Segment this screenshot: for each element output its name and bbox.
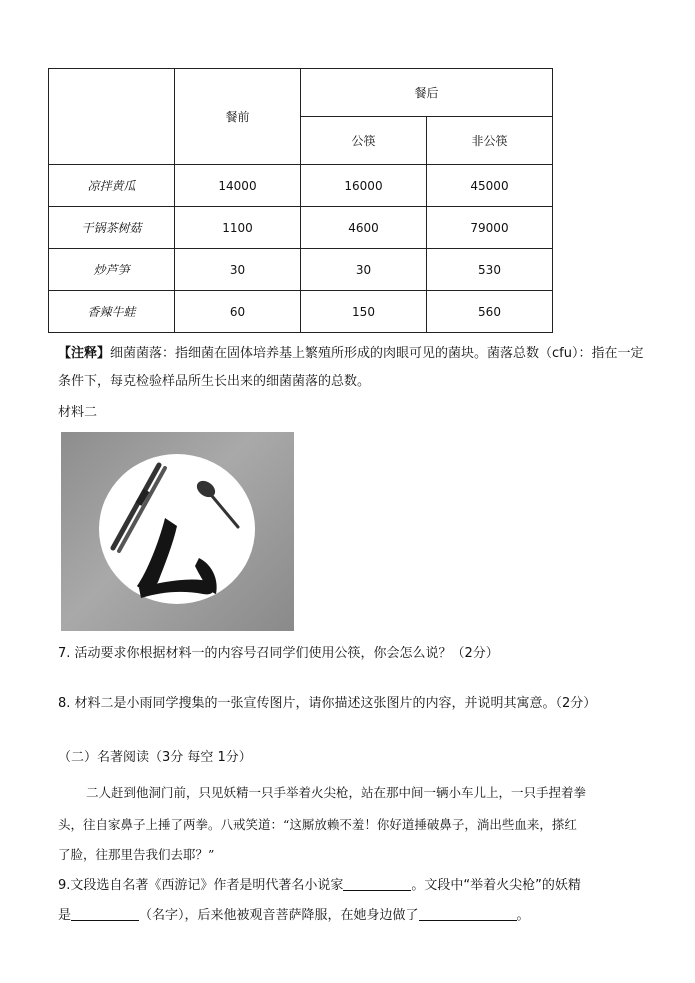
value-non-gongkuai: 530 — [427, 249, 553, 291]
section-title: （二）名著阅读（3分 每空 1分） — [58, 750, 252, 765]
poster-image — [61, 432, 294, 631]
note-text: 细菌菌落：指细菌在固体培养基上繁殖所形成的肉眼可见的菌块。菌落总数（cfu）：指在一定条件下，每克检验样品所生长出来的细菌菌落的总数。 — [58, 346, 644, 389]
value-before: 30 — [175, 249, 301, 291]
q9-text: （名字），后来他被观音菩萨降服，在她身边做了 — [139, 908, 419, 923]
passage-line: 了脸，往那里告我们去耶？” — [58, 847, 215, 862]
q9-text: 。 — [516, 908, 530, 923]
header-gongkuai: 公筷 — [301, 117, 427, 165]
header-before: 餐前 — [175, 69, 301, 165]
value-before: 1100 — [175, 207, 301, 249]
q9-text: 。文段中“举着火尖枪”的妖精 — [411, 878, 581, 893]
passage-line: 头，往自家鼻子上捶了两拳。八戒笑道：“这厮放赖不羞！你好道捶破鼻子，淌出些血来，搽红 — [58, 817, 577, 832]
value-before: 60 — [175, 291, 301, 333]
note-tag: 【注释】 — [58, 346, 111, 361]
table-row — [49, 165, 553, 207]
food-name: 炒芦笋 — [49, 249, 175, 291]
header-non-gongkuai: 非公筷 — [427, 117, 553, 165]
value-gongkuai: 30 — [301, 249, 427, 291]
food-name: 干锅茶树菇 — [49, 207, 175, 249]
value-gongkuai: 16000 — [301, 165, 427, 207]
question-7: 7. 活动要求你根据材料一的内容号召同学们使用公筷，你会怎么说？（2分） — [58, 646, 499, 661]
value-non-gongkuai: 560 — [427, 291, 553, 333]
question-9-line2 — [58, 906, 530, 926]
value-before: 14000 — [175, 165, 301, 207]
poster-illustration — [61, 432, 294, 631]
value-gongkuai: 150 — [301, 291, 427, 333]
value-non-gongkuai: 79000 — [427, 207, 553, 249]
answer-blank-role[interactable] — [419, 906, 517, 921]
material-two-label: 材料二 — [58, 405, 98, 420]
value-non-gongkuai: 45000 — [427, 165, 553, 207]
bacteria-table — [48, 68, 553, 333]
table-row — [49, 291, 553, 333]
food-name: 香辣牛蛙 — [49, 291, 175, 333]
question-9-line1 — [58, 876, 581, 896]
question-8: 8. 材料二是小雨同学搜集的一张宣传图片，请你描述这张图片的内容，并说明其寓意。（2分） — [58, 696, 597, 711]
passage-line: 二人赶到他洞门前，只见妖精一只手举着火尖枪，站在那中间一辆小车儿上，一只手捏着拳 — [86, 785, 587, 800]
header-after: 餐后 — [301, 69, 553, 117]
q9-text: 是 — [58, 908, 72, 923]
table-corner-cell — [49, 69, 175, 165]
annotation-note — [58, 340, 648, 396]
answer-blank-demon-name[interactable] — [71, 906, 139, 921]
table-row — [49, 207, 553, 249]
q9-text: 9.文段选自名著《西游记》作者是明代著名小说家 — [58, 878, 344, 893]
table-row — [49, 249, 553, 291]
answer-blank-author[interactable] — [343, 876, 411, 891]
food-name: 凉拌黄瓜 — [49, 165, 175, 207]
value-gongkuai: 4600 — [301, 207, 427, 249]
